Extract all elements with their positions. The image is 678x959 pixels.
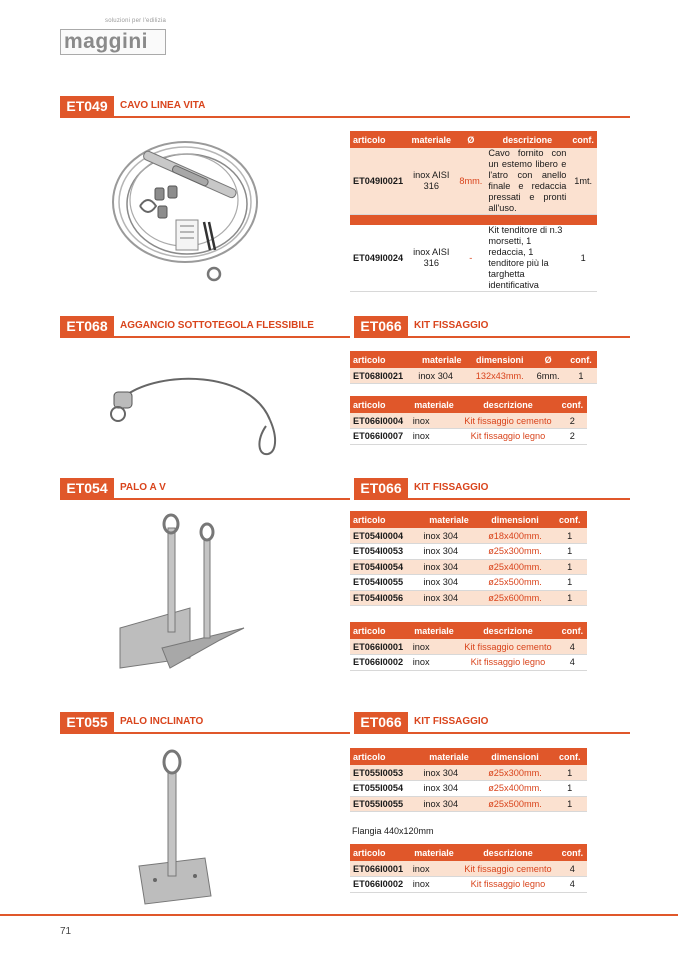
section-header-et055 <box>60 712 350 734</box>
package-qty: 1 <box>552 528 587 544</box>
dimensions: ø18x400mm. <box>478 528 553 544</box>
footer-divider <box>0 914 678 916</box>
article-code: ET055I0054 <box>350 781 420 797</box>
col-header: articolo <box>350 131 406 148</box>
material: inox 304 <box>420 781 477 797</box>
col-header: materiale <box>415 351 468 368</box>
col-header: conf. <box>565 351 597 368</box>
section-header-et068 <box>60 316 350 338</box>
package-qty: 4 <box>558 861 587 877</box>
table-row <box>350 765 587 781</box>
table-separator <box>350 215 597 225</box>
col-header: articolo <box>350 748 420 765</box>
section-code: ET055 <box>60 712 114 732</box>
col-header: materiale <box>406 131 456 148</box>
section-header-et054 <box>60 478 350 500</box>
article-code: ET066I0002 <box>350 655 410 671</box>
section-code: ET049 <box>60 96 114 116</box>
product-table-et068 <box>350 351 597 384</box>
col-header: conf. <box>552 511 587 528</box>
product-table-et054 <box>350 511 587 606</box>
article-code: ET049I0021 <box>350 148 406 215</box>
material: inox 304 <box>420 528 477 544</box>
package-qty: 2 <box>558 429 587 445</box>
table-row <box>350 590 587 606</box>
article-code: ET054I0053 <box>350 544 420 560</box>
table-row <box>350 544 587 560</box>
col-header: articolo <box>350 622 410 639</box>
col-header: materiale <box>420 748 477 765</box>
package-qty: 1 <box>552 796 587 812</box>
package-qty: 1 <box>552 781 587 797</box>
section-title: KIT FISSAGGIO <box>414 716 489 727</box>
col-header: conf. <box>558 622 587 639</box>
table-row <box>350 781 587 797</box>
section-code: ET066 <box>354 478 408 498</box>
article-code: ET054I0055 <box>350 575 420 591</box>
section-title: KIT FISSAGGIO <box>414 482 489 493</box>
dimensions: ø25x500mm. <box>478 575 553 591</box>
table-row <box>350 225 597 292</box>
package-qty: 2 <box>558 413 587 429</box>
brand-name: maggini <box>60 29 166 55</box>
col-header: conf. <box>558 396 587 413</box>
col-header: conf. <box>569 131 597 148</box>
dimensions: ø25x300mm. <box>478 544 553 560</box>
table-row <box>350 368 597 384</box>
material: inox AISI 316 <box>406 225 456 292</box>
description: Kit fissaggio cemento <box>458 861 557 877</box>
col-header: Ø <box>531 351 565 368</box>
section-title: KIT FISSAGGIO <box>414 320 489 331</box>
diameter: - <box>456 225 485 292</box>
product-table-et066-c <box>350 844 587 893</box>
material: inox 304 <box>420 559 477 575</box>
material: inox <box>410 429 459 445</box>
material: inox 304 <box>420 590 477 606</box>
product-table-et055 <box>350 748 587 812</box>
dimensions: 132x43mm. <box>468 368 531 384</box>
package-qty: 1 <box>552 590 587 606</box>
article-code: ET055I0053 <box>350 765 420 781</box>
section-title: CAVO LINEA VITA <box>120 100 206 111</box>
page-number: 71 <box>60 926 72 937</box>
section-code: ET066 <box>354 712 408 732</box>
diameter: 8mm. <box>456 148 485 215</box>
description: Kit fissaggio cemento <box>458 413 557 429</box>
v-post-image <box>110 510 250 670</box>
dimensions: ø25x300mm. <box>478 765 553 781</box>
table-row <box>350 639 587 655</box>
article-code: ET066I0004 <box>350 413 410 429</box>
section-code: ET068 <box>60 316 114 336</box>
col-header: articolo <box>350 396 410 413</box>
table-row <box>350 559 587 575</box>
article-code: ET054I0056 <box>350 590 420 606</box>
package-qty: 4 <box>558 877 587 893</box>
material: inox 304 <box>420 544 477 560</box>
table-row <box>350 429 587 445</box>
description: Kit fissaggio legno <box>458 655 557 671</box>
section-code: ET066 <box>354 316 408 336</box>
col-header: descrizione <box>458 844 557 861</box>
col-header: dimensioni <box>478 748 553 765</box>
col-header: articolo <box>350 351 415 368</box>
col-header: descrizione <box>458 622 557 639</box>
section-header-et066-b <box>354 478 630 500</box>
section-title: AGGANCIO SOTTOTEGOLA FLESSIBILE <box>120 320 314 331</box>
description: Kit fissaggio cemento <box>458 639 557 655</box>
product-table-et066-a <box>350 396 587 445</box>
col-header: descrizione <box>458 396 557 413</box>
section-header-et049 <box>60 96 630 118</box>
package-qty: 4 <box>558 655 587 671</box>
col-header: materiale <box>410 396 459 413</box>
col-header: articolo <box>350 844 410 861</box>
material: inox 304 <box>420 796 477 812</box>
description: Kit fissaggio legno <box>458 429 557 445</box>
table-row <box>350 796 587 812</box>
section-header-et066-c <box>354 712 630 734</box>
col-header: materiale <box>410 844 459 861</box>
col-header: materiale <box>420 511 477 528</box>
package-qty: 1 <box>552 765 587 781</box>
material: inox 304 <box>420 765 477 781</box>
table-row <box>350 861 587 877</box>
inclined-post-image <box>125 746 225 906</box>
diameter: 6mm. <box>531 368 565 384</box>
package-qty: 4 <box>558 639 587 655</box>
brand-tagline: soluzioni per l'edilizia <box>105 18 166 24</box>
material: inox <box>410 655 459 671</box>
package-qty: 1 <box>569 225 597 292</box>
section-code: ET054 <box>60 478 114 498</box>
package-qty: 1 <box>552 544 587 560</box>
section-header-et066-a <box>354 316 630 338</box>
col-header: articolo <box>350 511 420 528</box>
flange-note: Flangia 440x120mm <box>352 826 434 836</box>
table-row <box>350 877 587 893</box>
material: inox 304 <box>420 575 477 591</box>
article-code: ET066I0001 <box>350 861 410 877</box>
article-code: ET066I0001 <box>350 639 410 655</box>
dimensions: ø25x600mm. <box>478 590 553 606</box>
col-header: dimensioni <box>478 511 553 528</box>
description: Cavo fornito con un estemo libero e l'atro con anello finale e redaccia pressati e pronti all'uso. <box>485 148 569 215</box>
package-qty: 1 <box>565 368 597 384</box>
article-code: ET055I0055 <box>350 796 420 812</box>
package-qty: 1 <box>552 575 587 591</box>
material: inox <box>410 639 459 655</box>
article-code: ET066I0007 <box>350 429 410 445</box>
section-title: PALO A V <box>120 482 166 493</box>
material: inox <box>410 413 459 429</box>
col-header: Ø <box>456 131 485 148</box>
section-title: PALO INCLINATO <box>120 716 204 727</box>
material: inox 304 <box>415 368 468 384</box>
col-header: conf. <box>558 844 587 861</box>
col-header: dimensioni <box>468 351 531 368</box>
col-header: descrizione <box>485 131 569 148</box>
dimensions: ø25x400mm. <box>478 781 553 797</box>
table-row <box>350 148 597 215</box>
product-table-et049 <box>350 131 597 292</box>
material: inox <box>410 861 459 877</box>
package-qty: 1mt. <box>569 148 597 215</box>
brand-logo <box>60 18 168 58</box>
table-row <box>350 528 587 544</box>
col-header: conf. <box>552 748 587 765</box>
table-row <box>350 413 587 429</box>
article-code: ET054I0004 <box>350 528 420 544</box>
description: Kit fissaggio legno <box>458 877 557 893</box>
dimensions: ø25x400mm. <box>478 559 553 575</box>
material: inox <box>410 877 459 893</box>
col-header: materiale <box>410 622 459 639</box>
package-qty: 1 <box>552 559 587 575</box>
dimensions: ø25x500mm. <box>478 796 553 812</box>
material: inox AISI 316 <box>406 148 456 215</box>
article-code: ET049I0024 <box>350 225 406 292</box>
flexible-anchor-image <box>100 360 285 460</box>
table-row <box>350 575 587 591</box>
cable-coil-image <box>100 122 270 290</box>
table-row <box>350 655 587 671</box>
article-code: ET066I0002 <box>350 877 410 893</box>
product-table-et066-b <box>350 622 587 671</box>
description: Kit tenditore di n.3 morsetti, 1 redaccia, 1 tenditore più la targhetta identificativa <box>485 225 569 292</box>
article-code: ET054I0054 <box>350 559 420 575</box>
article-code: ET068I0021 <box>350 368 415 384</box>
